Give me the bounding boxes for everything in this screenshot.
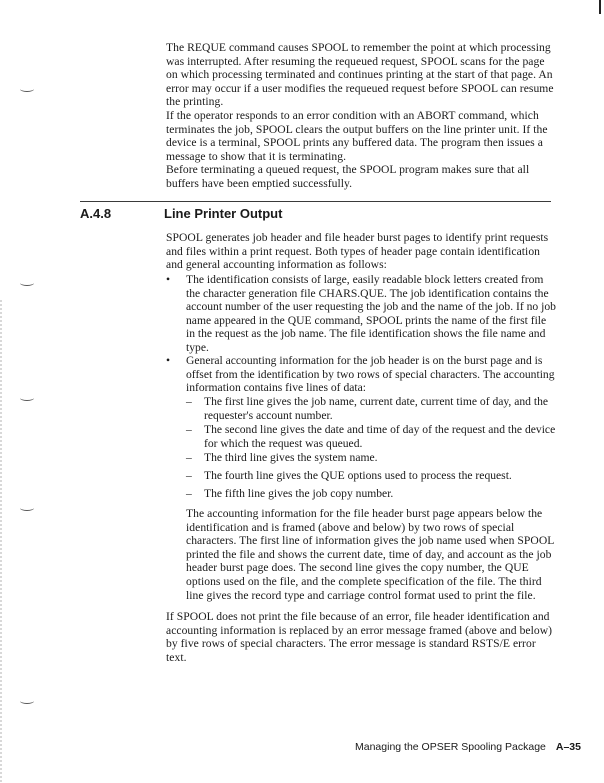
dash-mark: – [186,469,192,482]
page-footer [355,741,581,753]
section-title: Line Printer Output [164,206,283,221]
page-edge-mark [599,0,601,14]
sub-item-text: The fourth line gives the QUE options used to process the request. [204,469,512,482]
sub-item-third-line [186,451,558,465]
dash-mark: – [186,487,192,500]
bullet-item-accounting [166,354,558,395]
binding-hole-mark [20,280,34,286]
paragraph-file-header: The accounting information for the file header burst page appears below the identification and is framed (above and below) by two rows of special characters. The first line of information gives the job name used when SPOOL printed the file and shows the current date, time of day, and account as the job header burst page does. The second line gives the copy number, the QUE options used on the file, and the complete specification of the file. The third line gives the record type and carriage control format used to print the file. [186,507,554,602]
paragraph-abort: If the operator responds to an error condition with an ABORT command, which terminates the job, SPOOL clears the output buffers on the line printer unit. If the device is a terminal, SPOOL prints any buffered data. The program then issues a message to show that it is terminating. [166,109,548,163]
bullet-item-identification [166,273,558,355]
sub-item-fifth-line [186,487,558,501]
sub-item-text: The first line gives the job name, current date, current time of day, and the requester's account number. [204,395,549,422]
sub-item-first-line [186,395,558,422]
binding-hole-mark [20,505,34,511]
section-intro: SPOOL generates job header and file header burst pages to identify print requests and files within a print request. Both types of header page contain identification and general accounting information as follows: [166,231,549,272]
dash-mark: – [186,395,192,408]
footer-title: Managing the OPSER Spooling Package [355,741,546,753]
bullet-mark: • [166,273,171,286]
bullet-text: General accounting information for the job header is on the burst page and is offset from the identification by two rows of special characters. The accounting information contains five lines of data: [186,354,555,395]
paragraph-buffers: Before terminating a queued request, the SPOOL program makes sure that all buffers have been emptied successfully. [166,163,530,190]
bullet-mark: • [166,354,171,367]
dash-mark: – [186,451,192,464]
sub-item-second-line [186,423,558,450]
sub-item-fourth-line [186,469,558,483]
section-divider [80,201,551,202]
sub-item-text: The second line gives the date and time of day of the request and the device for which the request was queued. [204,423,556,450]
binding-hole-mark [20,395,34,401]
dash-mark: – [186,423,192,436]
page-number: A–35 [555,741,581,753]
paragraph-error: If SPOOL does not print the file because of an error, file header identification and accounting information is replaced by an error message framed (above and below) by five rows of special characters. The error message is standard RSTS/E error text. [166,610,553,664]
scan-edge [0,300,2,783]
sub-item-text: The fifth line gives the job copy number. [204,487,394,500]
section-number: A.4.8 [80,206,112,221]
binding-hole-mark [20,698,34,704]
paragraph-reque: The REQUE command causes SPOOL to remember the point at which processing was interrupted. After resuming the requeued request, SPOOL scans for the page on which processing terminated and continues printing at the start of that page. An error may occur if a user modifies the requeued request before SPOOL can resume the printing. [166,41,554,109]
binding-hole-mark [20,86,34,92]
sub-item-text: The third line gives the system name. [204,451,378,464]
bullet-text: The identification consists of large, easily readable block letters created from the character generation file CHARS.QUE. The job identification contains the account number of the user requesting the job and the name of the job. If no job name appeared in the QUE command, SPOOL prints the name of the first file in the request as the job name. The file identification shows the file name and type. [186,273,556,354]
